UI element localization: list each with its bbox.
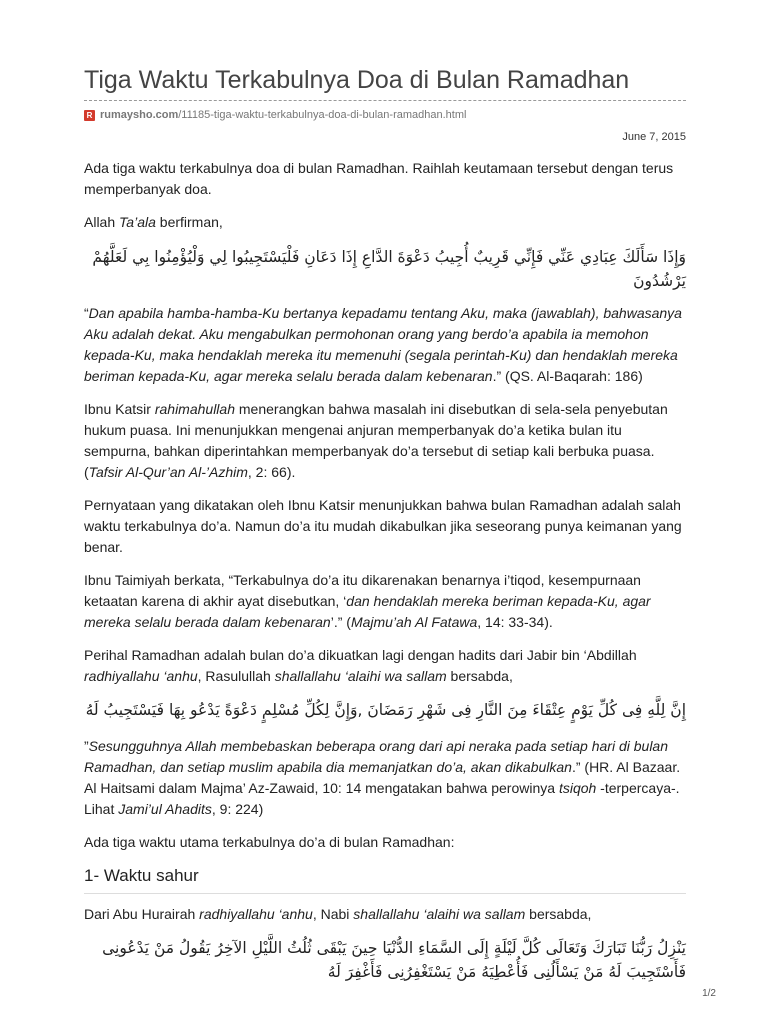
- emphasis: Sesungguhnya Allah membebaskan beberapa orang dari api neraka pada setiap hari di bulan Ramadhan, dan setiap muslim apabila dia memanjatkan do’a, akan dikabulkan: [84, 738, 669, 775]
- emphasis: tsiqoh: [558, 780, 597, 796]
- text: , 9: 224): [211, 801, 264, 817]
- text: menerangkan bahwa masalah ini disebutkan di sela-sela penyebutan hukum puasa. Ini menunjukkan mengenai anjuran memperbanyak do’a ketika bulan itu sempurna, bahkan diperintahkan memperbanyak do’a tersebut di setiap kali berbuka puasa. (: [84, 401, 668, 480]
- paragraph-abu-hurairah: [84, 904, 686, 925]
- emphasis: Dan apabila hamba-hamba-Ku bertanya kepadamu tentang Aku, maka (jawablah), bahwasanya Aku adalah dekat. Aku mengabulkan permohonan orang yang berdo’a apabila ia memohon kepada-Ku, maka hendaklah mereka itu memenuhi (segala perintah-Ku) dan hendaklah mereka beriman kepada-Ku, agar mereka selalu berada dalam kebenaran: [84, 305, 682, 384]
- article-title: Tiga Waktu Terkabulnya Doa di Bulan Ramadhan: [84, 66, 630, 94]
- text: .” (HR. Al Bazaar. Al Haitsami dalam Majma’ Az-Zawaid, 10: 14 mengatakan bahwa perowinya: [84, 759, 681, 796]
- text: Allah: [84, 214, 120, 230]
- text: ”: [84, 738, 89, 754]
- emphasis: shallallahu ‘alaihi wa sallam: [274, 668, 447, 684]
- emphasis: shallallahu ‘alaihi wa sallam: [353, 906, 526, 922]
- text: -terpercaya-. Lihat: [84, 780, 680, 817]
- text: , Nabi: [312, 906, 354, 922]
- paragraph-perihal-ramadhan: [84, 645, 686, 687]
- text: “: [84, 305, 89, 321]
- title-divider: [84, 100, 686, 101]
- section-divider: [84, 893, 686, 894]
- source-path: /11185-tiga-waktu-terkabulnya-doa-di-bulan-ramadhan.html: [178, 109, 467, 121]
- arabic-hadith-jabir: إِنَّ لِلَّهِ فِى كُلِّ يَوْمٍ عِتْقَاءَ مِنَ النَّارِ فِى شَهْرِ رَمَضَانَ ,وَإِنَّ لِكُلِّ مُسْلِمٍ دَعْوَةً يَدْعُو بِهَا فَيَسْتَجِيبُ لَهُ: [85, 701, 686, 719]
- article-body: [84, 158, 686, 994]
- text: Ibnu Katsir: [84, 401, 155, 417]
- source-line: [84, 108, 466, 122]
- text: bersabda,: [446, 668, 513, 684]
- page-number: 1/2: [702, 988, 716, 999]
- paragraph-pernyataan: Pernyataan yang dikatakan oleh Ibnu Katsir menunjukkan bahwa bulan Ramadhan adalah salah waktu terkabulnya do’a. Namun do’a itu mudah dikabulkan jika seseorang punya keimanan yang benar.: [84, 497, 682, 555]
- paragraph-allah-berfirman: [84, 212, 686, 233]
- text: Ibnu Taimiyah berkata, “Terkabulnya do’a itu dikarenakan benarnya i’tiqod, kesempurnaan ketaatan karena di akhir ayat disebutkan, ‘: [84, 572, 641, 609]
- emphasis: rahimahullah: [154, 401, 235, 417]
- section-heading-waktu-sahur: 1- Waktu sahur: [84, 866, 199, 885]
- emphasis: radhiyallahu ‘anhu: [84, 668, 198, 684]
- paragraph-translation-verse: [84, 303, 686, 387]
- emphasis: Ta’ala: [119, 214, 156, 230]
- text: , 14: 33-34).: [477, 614, 553, 630]
- text: , 2: 66).: [247, 464, 296, 480]
- emphasis: Tafsir Al-Qur’an Al-’Azhim: [88, 464, 248, 480]
- emphasis: Majmu’ah Al Fatawa: [350, 614, 478, 630]
- source-link[interactable]: [100, 108, 466, 122]
- paragraph-ibnu-katsir: [84, 399, 686, 483]
- text: Perihal Ramadhan adalah bulan do’a dikuatkan lagi dengan hadits dari Jabir bin ‘Abdillah: [84, 647, 637, 663]
- paragraph-ibnu-taimiyah: [84, 570, 686, 633]
- text: bersabda,: [525, 906, 592, 922]
- text: , Rasulullah: [197, 668, 275, 684]
- text: ’.” (: [330, 614, 351, 630]
- emphasis: Jami’ul Ahadits: [118, 801, 212, 817]
- text: .” (QS. Al-Baqarah: 186): [492, 368, 643, 384]
- paragraph-hadith-translation: [84, 736, 686, 820]
- emphasis: radhiyallahu ‘anhu: [199, 906, 313, 922]
- text: berfirman,: [155, 214, 223, 230]
- arabic-verse-baqarah: وَإِذَا سَأَلَكَ عِبَادِي عَنِّي فَإِنِّي قَرِيبٌ أُجِيبُ دَعْوَةَ الدَّاعِ إِذَا دَعَانِ فَلْيَسْتَجِيبُوا لِي وَلْيُؤْمِنُوا بِي لَعَلَّهُمْ يَرْشُدُونَ: [92, 248, 686, 290]
- text: Dari Abu Hurairah: [84, 906, 200, 922]
- source-domain: rumaysho.com: [100, 109, 179, 121]
- paragraph-intro: Ada tiga waktu terkabulnya doa di bulan Ramadhan. Raihlah keutamaan tersebut dengan terus memperbanyak doa.: [84, 160, 674, 197]
- paragraph-tiga-waktu: Ada tiga waktu utama terkabulnya do’a di bulan Ramadhan:: [84, 834, 455, 850]
- emphasis: dan hendaklah mereka beriman kepada-Ku, agar mereka selalu berada dalam kebenaran: [84, 593, 651, 630]
- rumaysho-logo-icon: R: [84, 110, 95, 121]
- publish-date: June 7, 2015: [622, 131, 686, 143]
- arabic-hadith-nuzul: يَنْزِلُ رَبُّنَا تَبَارَكَ وَتَعَالَى كُلَّ لَيْلَةٍ إِلَى السَّمَاءِ الدُّنْيَا حِينَ يَبْقَى ثُلُثُ اللَّيْلِ الآخِرُ يَقُولُ مَنْ يَدْعُونِى فَأَسْتَجِيبَ لَهُ مَنْ يَسْأَلُنِى فَأُعْطِيَهُ مَنْ يَسْتَغْفِرُنِى فَأَغْفِرَ لَهُ: [102, 939, 686, 981]
